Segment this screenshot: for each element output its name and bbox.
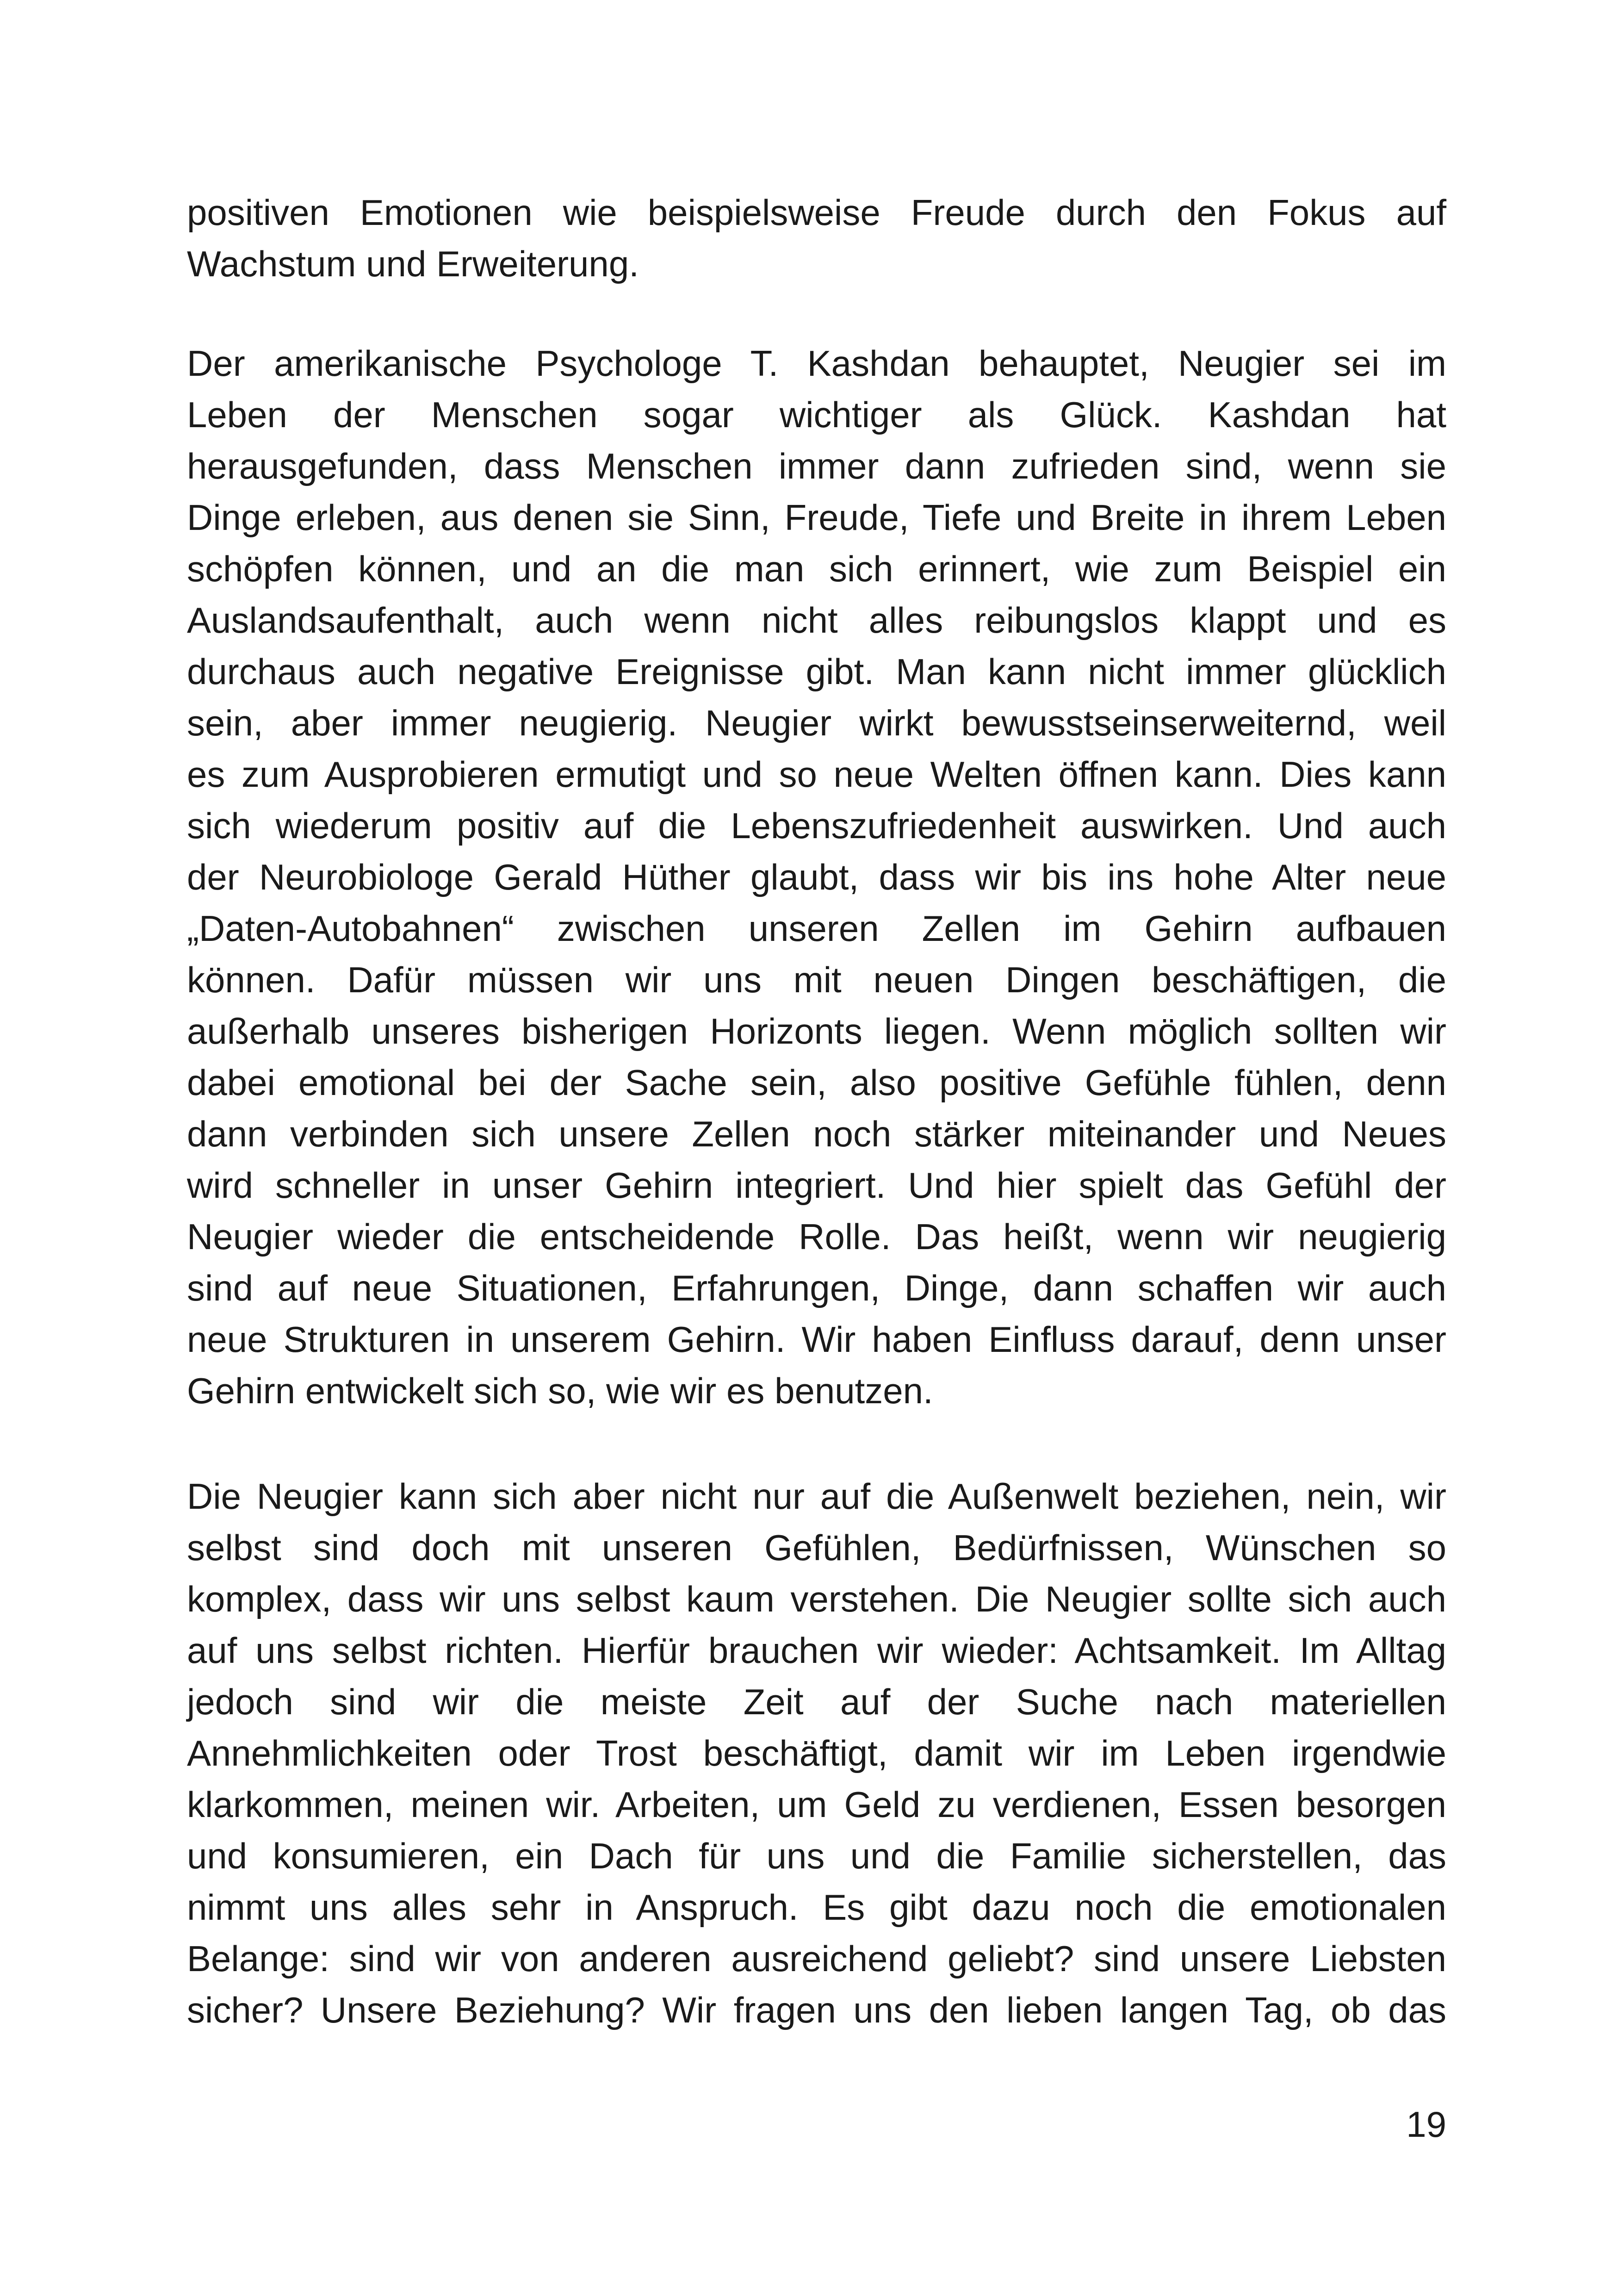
text-line: dabei emotional bei der Sache sein, also positive Gefühle fühlen, denn [187, 1062, 1446, 1103]
text-line: herausgefunden, dass Menschen immer dann zufrieden sind, wenn sie [187, 446, 1446, 486]
text-line: schöpfen können, und an die man sich erinnert, wie zum Beispiel ein [187, 548, 1446, 589]
text-line: sind auf neue Situationen, Erfahrungen, Dinge, dann schaffen wir auch [187, 1268, 1446, 1308]
text-line: Annehmlichkeiten oder Trost beschäftigt, damit wir im Leben irgendwie [187, 1733, 1446, 1773]
text-line: neue Strukturen in unserem Gehirn. Wir haben Einfluss darauf, denn unser [187, 1319, 1446, 1360]
paragraph-2 [187, 338, 1446, 1417]
text-line: außerhalb unseres bisherigen Horizonts liegen. Wenn möglich sollten wir [187, 1011, 1446, 1052]
text-line: jedoch sind wir die meiste Zeit auf der Suche nach materiellen [187, 1681, 1446, 1722]
text-line: und konsumieren, ein Dach für uns und die Familie sicherstellen, das [187, 1836, 1446, 1876]
text-line: sich wiederum positiv auf die Lebenszufriedenheit auswirken. Und auch [187, 805, 1446, 846]
text-line: dann verbinden sich unsere Zellen noch stärker miteinander und Neues [187, 1114, 1446, 1154]
text-line: der Neurobiologe Gerald Hüther glaubt, dass wir bis ins hohe Alter neue [187, 857, 1446, 897]
text-line: Auslandsaufenthalt, auch wenn nicht alles reibungslos klappt und es [187, 600, 1446, 641]
text-line: Dinge erleben, aus denen sie Sinn, Freude, Tiefe und Breite in ihrem Leben [187, 497, 1446, 538]
text-line: sicher? Unsere Beziehung? Wir fragen uns den lieben langen Tag, ob das [187, 1990, 1446, 2030]
text-line: auf uns selbst richten. Hierfür brauchen wir wieder: Achtsamkeit. Im Alltag [187, 1630, 1446, 1671]
text-line: Die Neugier kann sich aber nicht nur auf die Außenwelt beziehen, nein, wir [187, 1476, 1446, 1517]
page-number: 19 [1406, 2104, 1446, 2145]
text-line: positiven Emotionen wie beispielsweise Freude durch den Fokus auf [187, 192, 1446, 233]
text-line: selbst sind doch mit unseren Gefühlen, Bedürfnissen, Wünschen so [187, 1527, 1446, 1568]
text-line: Belange: sind wir von anderen ausreichend geliebt? sind unsere Liebsten [187, 1938, 1446, 1979]
text-line: „Daten-Autobahnen“ zwischen unseren Zellen im Gehirn aufbauen [187, 908, 1446, 949]
paragraph-1 [187, 187, 1446, 290]
text-line: es zum Ausprobieren ermutigt und so neue Welten öffnen kann. Dies kann [187, 754, 1446, 795]
text-line: Neugier wieder die entscheidende Rolle. Das heißt, wenn wir neugierig [187, 1216, 1446, 1257]
text-line: nimmt uns alles sehr in Anspruch. Es gibt dazu noch die emotionalen [187, 1887, 1446, 1928]
text-line: Der amerikanische Psychologe T. Kashdan behauptet, Neugier sei im [187, 343, 1446, 384]
text-line: Wachstum und Erweiterung. [187, 243, 639, 284]
text-line: Leben der Menschen sogar wichtiger als Glück. Kashdan hat [187, 394, 1446, 435]
text-line: komplex, dass wir uns selbst kaum verstehen. Die Neugier sollte sich auch [187, 1579, 1446, 1619]
text-line: können. Dafür müssen wir uns mit neuen Dingen beschäftigen, die [187, 959, 1446, 1000]
text-line: Gehirn entwickelt sich so, wie wir es benutzen. [187, 1370, 933, 1411]
text-line: durchaus auch negative Ereignisse gibt. Man kann nicht immer glücklich [187, 651, 1446, 692]
text-line: sein, aber immer neugierig. Neugier wirkt bewusstseinserweiternd, weil [187, 703, 1446, 743]
text-line: klarkommen, meinen wir. Arbeiten, um Geld zu verdienen, Essen besorgen [187, 1784, 1446, 1825]
text-line: wird schneller in unser Gehirn integriert. Und hier spielt das Gefühl der [187, 1165, 1446, 1206]
paragraph-3 [187, 1471, 1446, 2036]
